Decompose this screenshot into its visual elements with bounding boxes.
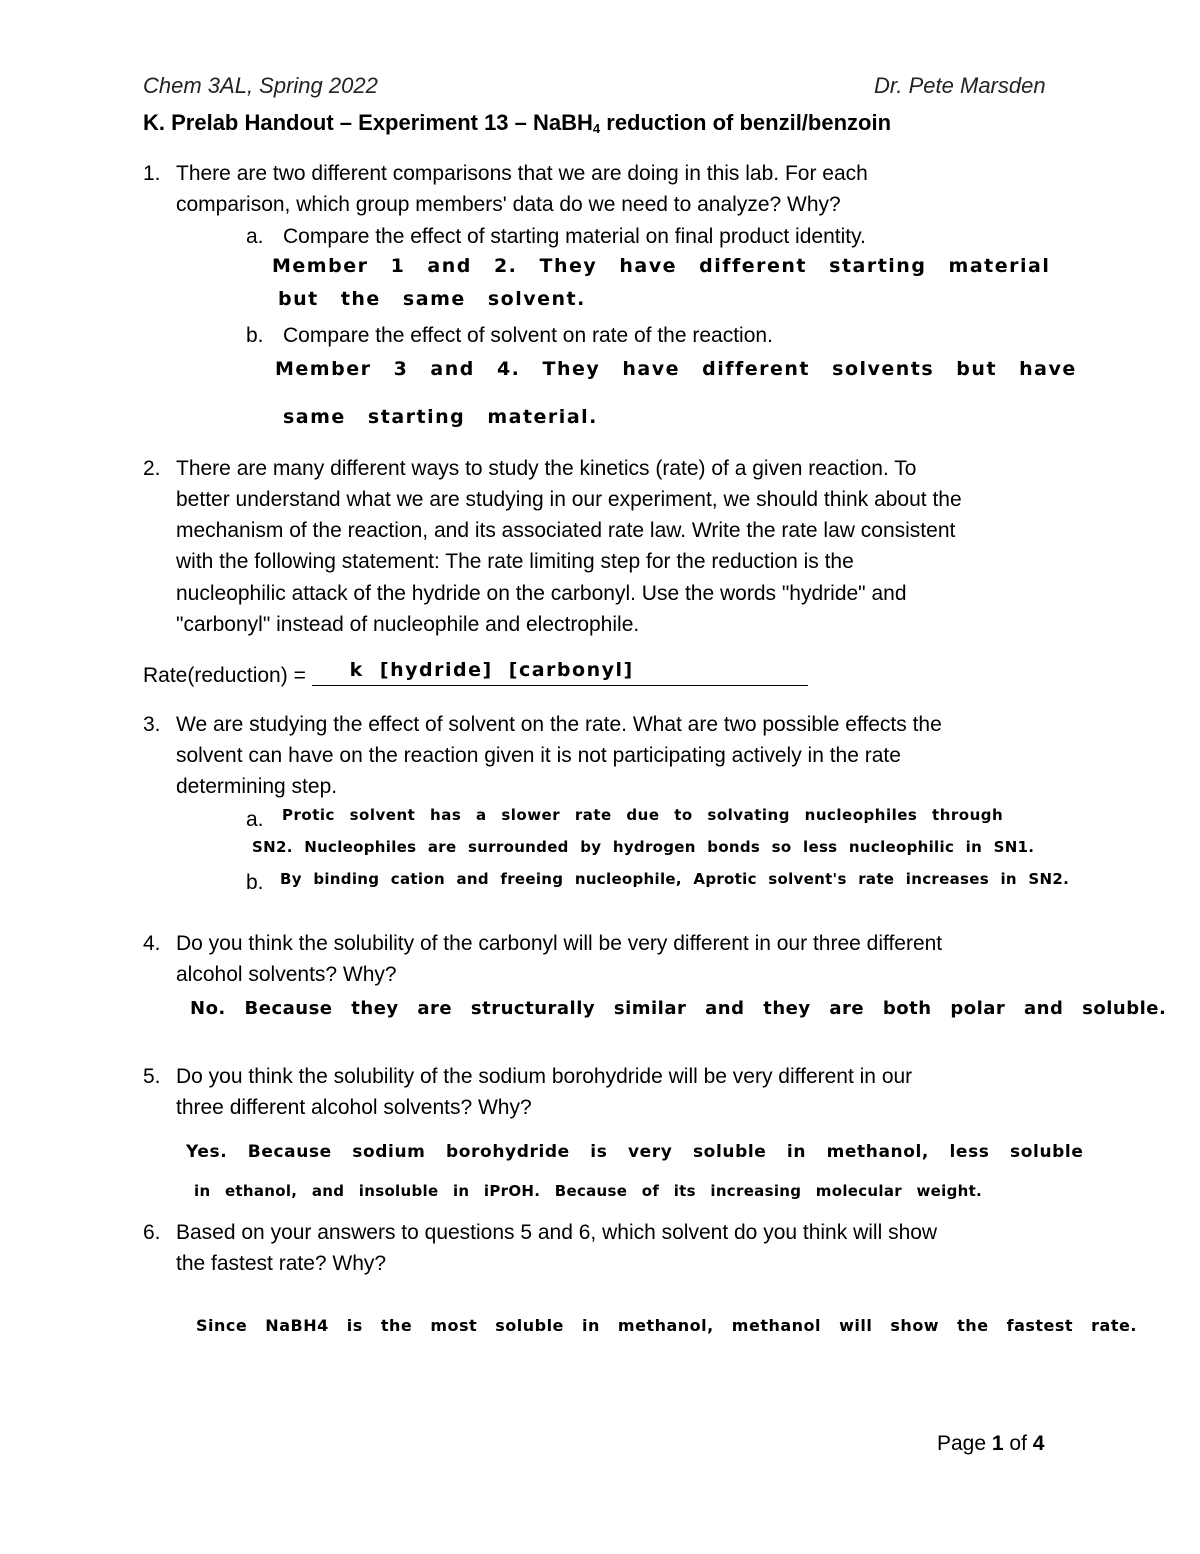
q1-line-2: comparison, which group members' data do we need to analyze? Why? (176, 193, 841, 216)
q4-line-1: Do you think the solubility of the carbonyl will be very different in our three different (176, 932, 943, 955)
q1b-text: Compare the effect of solvent on rate of the reaction. (283, 324, 773, 347)
q2-line-4: with the following statement: The rate limiting step for the reduction is the (176, 550, 854, 573)
q5-line-2: three different alcohol solvents? Why? (176, 1096, 532, 1119)
q1b-label: b. (246, 324, 264, 347)
q1b-answer-line-2: same starting material. (283, 406, 598, 428)
q2-line-3: mechanism of the reaction, and its associated rate law. Write the rate law consistent (176, 519, 956, 542)
instructor-header: Dr. Pete Marsden (874, 73, 1046, 98)
q4-line-2: alcohol solvents? Why? (176, 963, 397, 986)
q3a-answer-line-1: Protic solvent has a slower rate due to solvating nucleophiles through (282, 806, 1004, 824)
q2-line-2: better understand what we are studying in our experiment, we should think about the (176, 488, 962, 511)
q6-answer: Since NaBH4 is the most soluble in methanol, methanol will show the fastest rate. (196, 1316, 1137, 1335)
q3-line-1: We are studying the effect of solvent on the rate. What are two possible effects the (176, 713, 942, 736)
rate-law-row (143, 660, 808, 691)
page-title (143, 110, 891, 136)
title-subscript: 4 (592, 121, 601, 136)
q6-number: 6. (143, 1221, 161, 1244)
q3a-answer-line-2: SN2. Nucleophiles are surrounded by hydrogen bonds so less nucleophilic in SN1. (252, 838, 1035, 856)
title-suffix: reduction of benzil/benzoin (600, 110, 892, 135)
q3a-label: a. (246, 808, 264, 831)
q1a-label: a. (246, 225, 264, 248)
title-prefix: K. Prelab Handout – Experiment 13 – NaBH (143, 110, 593, 135)
q3-line-3: determining step. (176, 775, 338, 798)
q4-answer: No. Because they are structurally similar and they are both polar and soluble. (190, 998, 1167, 1019)
page-word: Page (937, 1432, 992, 1455)
q3b-answer: By binding cation and freeing nucleophile, Aprotic solvent's rate increases in SN2. (280, 870, 1070, 888)
q1-line-1: There are two different comparisons that we are doing in this lab. For each (176, 162, 868, 185)
page-total: 4 (1032, 1432, 1045, 1455)
q1a-answer-line-2: but the same solvent. (278, 288, 586, 310)
q5-number: 5. (143, 1065, 161, 1088)
q2-number: 2. (143, 457, 161, 480)
rate-label: Rate(reduction) = (143, 664, 312, 687)
q1-number: 1. (143, 162, 161, 185)
page-footer (937, 1428, 1044, 1459)
q1a-answer-line-1: Member 1 and 2. They have different starting material (272, 255, 1051, 277)
q1b-answer-line-1: Member 3 and 4. They have different solvents but have (275, 358, 1077, 380)
rate-answer-blank (312, 659, 808, 686)
q1a-text: Compare the effect of starting material on final product identity. (283, 225, 866, 248)
q5-answer-line-1: Yes. Because sodium borohydride is very soluble in methanol, less soluble (186, 1142, 1084, 1162)
q5-answer-line-2: in ethanol, and insoluble in iPrOH. Because of its increasing molecular weight. (194, 1182, 983, 1200)
q3b-label: b. (246, 871, 264, 894)
rate-answer: k [hydride] [carbonyl] (349, 659, 634, 681)
q5-line-1: Do you think the solubility of the sodium borohydride will be very different in our (176, 1065, 913, 1088)
of-word: of (1003, 1432, 1033, 1455)
q4-number: 4. (143, 932, 161, 955)
q2-line-5: nucleophilic attack of the hydride on the carbonyl. Use the words "hydride" and (176, 582, 907, 605)
q2-line-1: There are many different ways to study the kinetics (rate) of a given reaction. To (176, 457, 917, 480)
q6-line-1: Based on your answers to questions 5 and 6, which solvent do you think will show (176, 1221, 938, 1244)
q2-line-6: "carbonyl" instead of nucleophile and electrophile. (176, 613, 640, 636)
q6-line-2: the fastest rate? Why? (176, 1252, 387, 1275)
page-number: 1 (991, 1432, 1004, 1455)
course-header: Chem 3AL, Spring 2022 (143, 73, 378, 98)
q3-number: 3. (143, 713, 161, 736)
q3-line-2: solvent can have on the reaction given it is not participating actively in the rate (176, 744, 901, 767)
